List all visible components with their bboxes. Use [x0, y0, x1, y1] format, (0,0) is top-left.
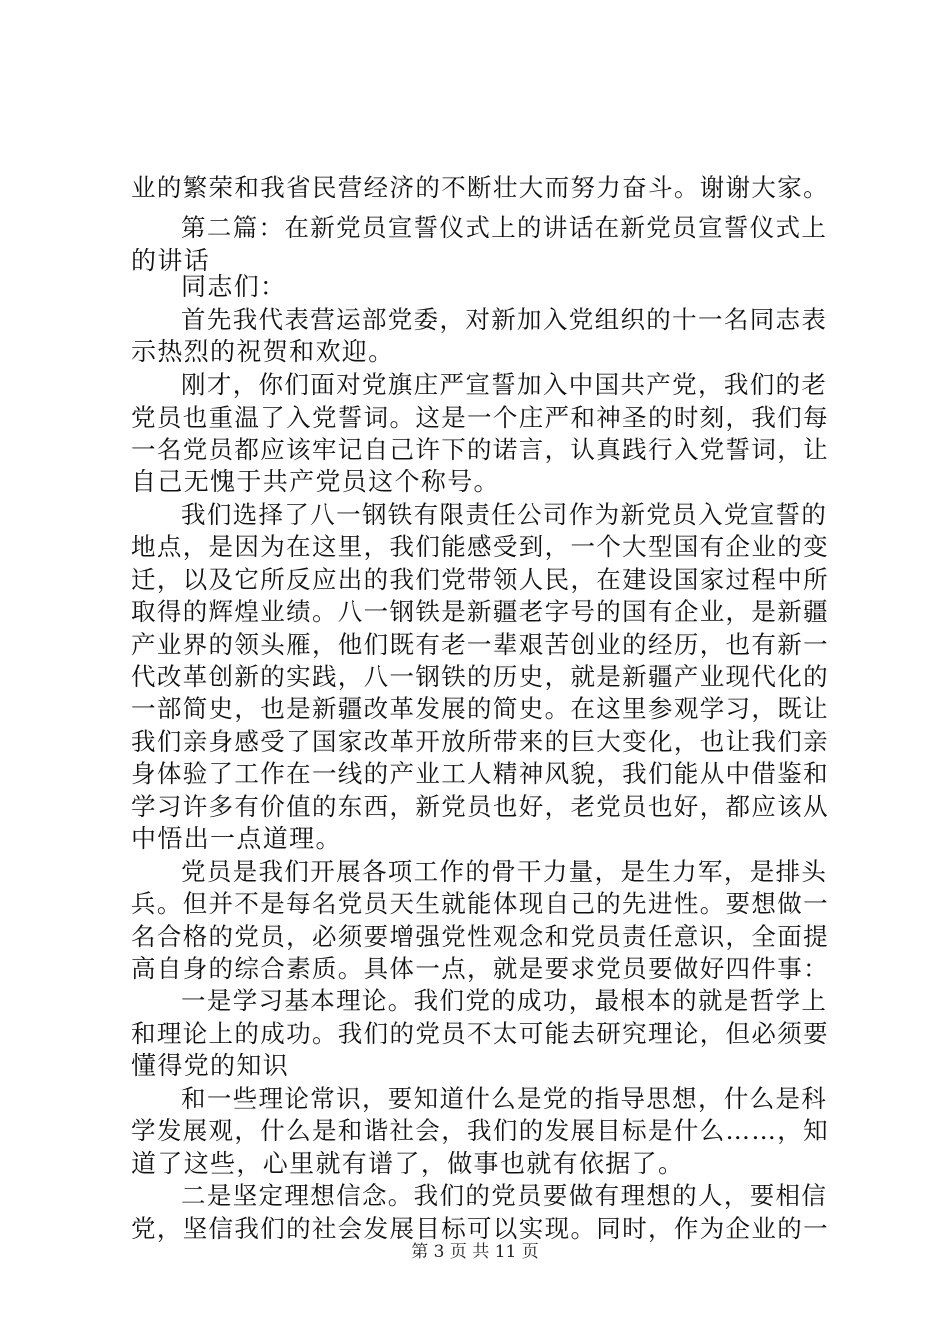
- text-line: 党员也重温了入党誓词。这是一个庄严和神圣的时刻，我们每: [131, 403, 829, 432]
- text-line: 业的繁荣和我省民营经济的不断壮大而努力奋斗。谢谢大家。: [131, 173, 829, 202]
- text-line: 中悟出一点道理。: [131, 824, 342, 853]
- text-line: 代改革创新的实践，八一钢铁的历史，就是新疆产业现代化的: [131, 662, 829, 691]
- text-line: 学发展观，什么是和谐社会，我们的发展目标是什么……，知: [131, 1116, 829, 1145]
- text-line: 迁，以及它所反应出的我们党带领人民，在建设国家过程中所: [131, 565, 829, 594]
- text-line: 产业界的领头雁，他们既有老一辈艰苦创业的经历，也有新一: [131, 630, 829, 659]
- text-line: 地点，是因为在这里，我们能感受到，一个大型国有企业的变: [131, 532, 829, 561]
- text-line: 首先我代表营运部党委，对新加入党组织的十一名同志表: [181, 305, 828, 334]
- text-line: 兵。但并不是每名党员天生就能体现自己的先进性。要想做一: [131, 889, 829, 918]
- text-line: 懂得党的知识: [131, 1051, 290, 1080]
- text-line: 的讲话: [131, 246, 211, 275]
- text-line: 自己无愧于共产党员这个称号。: [131, 467, 500, 496]
- text-line: 同志们：: [181, 272, 287, 301]
- text-line: 道了这些，心里就有谱了，做事也就有依据了。: [131, 1149, 685, 1178]
- text-line: 第二篇：在新党员宣誓仪式上的讲话在新党员宣誓仪式上: [181, 213, 828, 242]
- text-line: 刚才，你们面对党旗庄严宣誓加入中国共产党，我们的老: [181, 370, 828, 399]
- text-line: 身体验了工作在一线的产业工人精神风貌，我们能从中借鉴和: [131, 759, 829, 788]
- page-number-footer: 第 3 页 共 11 页: [411, 1242, 539, 1262]
- text-line: 党员是我们开展各项工作的骨干力量，是生力军，是排头: [181, 857, 828, 886]
- text-line: 和理论上的成功。我们的党员不太可能去研究理论，但必须要: [131, 1019, 829, 1048]
- text-line: 一是学习基本理论。我们党的成功，最根本的就是哲学上: [181, 986, 828, 1015]
- text-line: 学习许多有价值的东西，新党员也好，老党员也好，都应该从: [131, 792, 829, 821]
- text-line: 我们选择了八一钢铁有限责任公司作为新党员入党宣誓的: [181, 500, 828, 529]
- text-line: 我们亲身感受了国家改革开放所带来的巨大变化，也让我们亲: [131, 727, 829, 756]
- text-line: 高自身的综合素质。具体一点，就是要求党员要做好四件事：: [131, 954, 829, 983]
- text-line: 一名党员都应该牢记自己许下的诺言，认真践行入党誓词，让: [131, 435, 829, 464]
- text-line: 和一些理论常识，要知道什么是党的指导思想，什么是科: [181, 1084, 828, 1113]
- text-line: 一部简史，也是新疆改革发展的简史。在这里参观学习，既让: [131, 694, 829, 723]
- text-line: 取得的辉煌业绩。八一钢铁是新疆老字号的国有企业，是新疆: [131, 597, 829, 626]
- text-line: 党，坚信我们的社会发展目标可以实现。同时，作为企业的一: [131, 1214, 829, 1243]
- text-line: 示热烈的祝贺和欢迎。: [131, 337, 395, 366]
- text-line: 名合格的党员，必须要增强党性观念和党员责任意识，全面提: [131, 922, 829, 951]
- text-line: 二是坚定理想信念。我们的党员要做有理想的人，要相信: [181, 1181, 828, 1210]
